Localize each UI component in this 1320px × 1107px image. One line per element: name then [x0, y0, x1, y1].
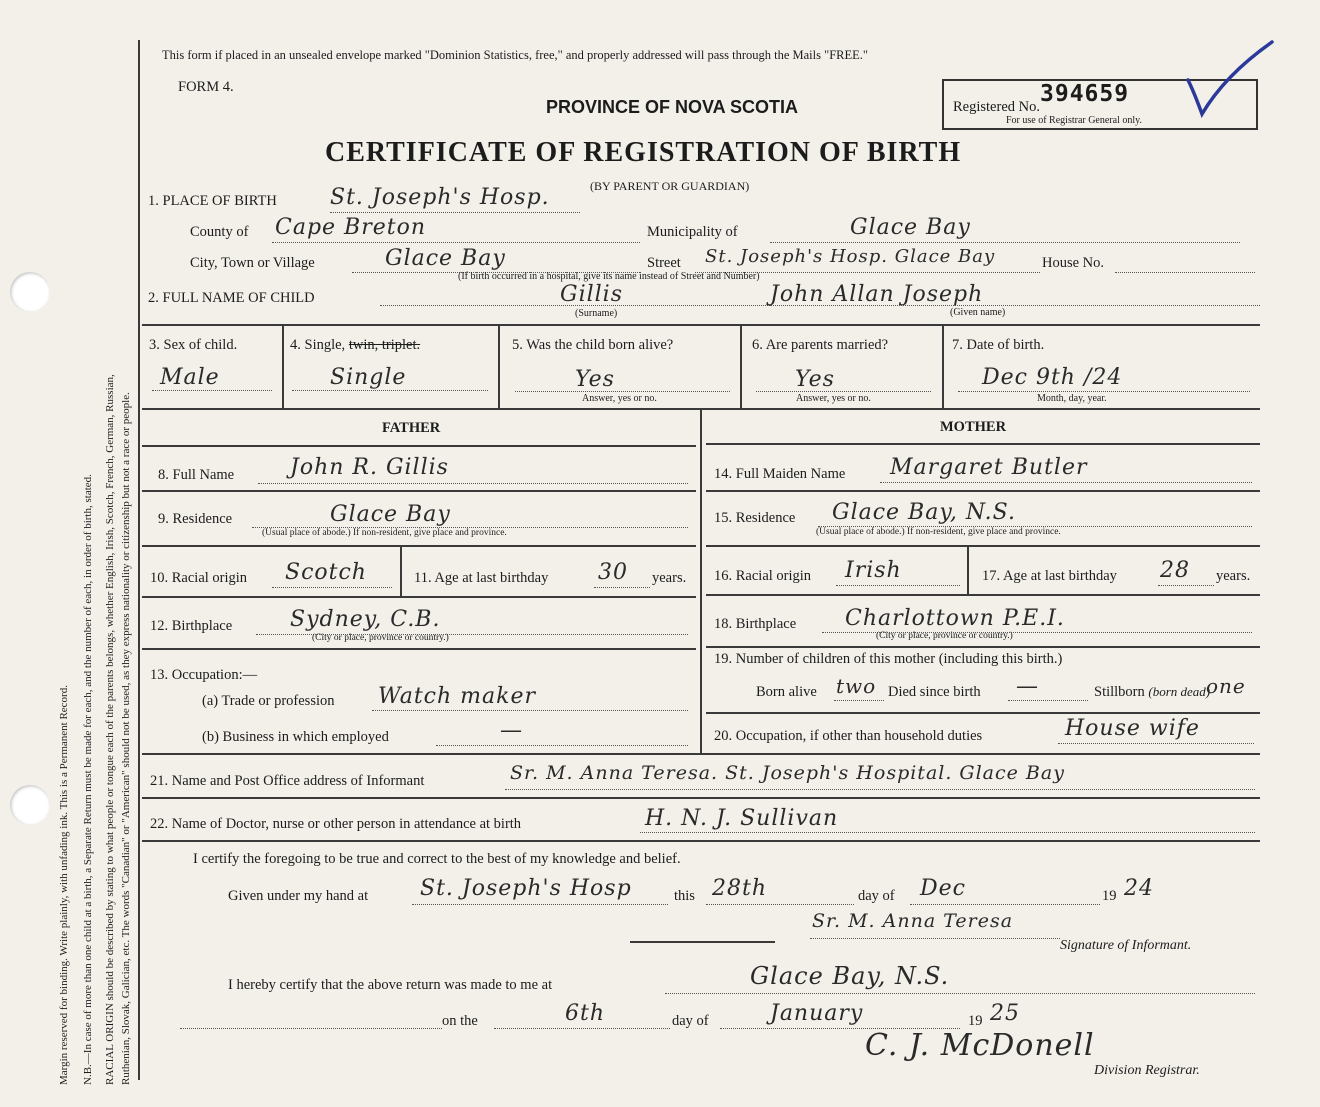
mother-residence-label: 15. Residence	[714, 510, 796, 526]
mother-occupation-label: 20. Occupation, if other than household duties	[714, 728, 983, 744]
born-alive-label: 5. Was the child born alive?	[512, 337, 674, 353]
father-racial-value: Scotch	[285, 560, 367, 585]
child-given-name-value: John Allan Joseph	[770, 282, 984, 307]
on-the-label: on the	[442, 1013, 478, 1029]
mail-notice: This form if placed in an unsealed envelope marked "Dominion Statistics, free," and properly addressed will pass through the Mails "FREE."	[162, 48, 869, 62]
died-since-birth-label: Died since birth	[888, 684, 981, 700]
father-birthplace-value: Sydney, C.B.	[290, 607, 441, 632]
mother-residence-value: Glace Bay, N.S.	[832, 500, 1016, 525]
return-made-label: I hereby certify that the above return was made to me at	[228, 977, 553, 993]
margin-note-3: RACIAL ORIGIN should be described by stating to what people or tongue each of the parents belongs, whether English, Irish, Scotch, French, German, Russian,	[104, 374, 116, 1085]
stillborn-note: (born dead)	[1148, 684, 1211, 699]
father-birthplace-note: (City or place, province or country.)	[312, 633, 449, 643]
margin-note-1: Margin reserved for binding. Write plainly, with unfading ink. This is a Permanent Record.	[58, 685, 70, 1085]
margin-note-4: Ruthenian, Slovak, Galician, etc. The words "Canadian" or "American" should not be used, as they express nationality or citizenship but not a race or people.	[120, 392, 132, 1085]
city-label: City, Town or Village	[190, 255, 315, 271]
mother-residence-note: (Usual place of abode.) If non-resident, give place and province.	[816, 527, 1061, 537]
father-heading: FATHER	[382, 420, 441, 436]
father-name-value: John R. Gillis	[290, 455, 449, 480]
mother-age-years: years.	[1216, 568, 1251, 584]
child-name-label: 2. FULL NAME OF CHILD	[148, 290, 315, 306]
mother-birthplace-value: Charlottown P.E.I.	[845, 606, 1065, 631]
place-of-birth-value: St. Joseph's Hosp.	[330, 185, 550, 210]
born-alive-count-value: two	[836, 674, 877, 698]
given-year-value: 24	[1124, 876, 1154, 901]
municipality-label: Municipality of	[647, 224, 738, 240]
city-value: Glace Bay	[385, 246, 506, 271]
date-of-birth-note: Month, day, year.	[1037, 393, 1107, 404]
division-registrar-label: Division Registrar.	[1094, 1063, 1200, 1078]
form-number: FORM 4.	[178, 79, 234, 95]
surname-caption: (Surname)	[575, 308, 618, 319]
signature-of-informant-label: Signature of Informant.	[1060, 938, 1192, 953]
return-day-of-label: day of	[672, 1013, 709, 1029]
mother-racial-label: 16. Racial origin	[714, 568, 812, 584]
given-month-value: Dec	[920, 876, 966, 901]
date-of-birth-label: 7. Date of birth.	[952, 337, 1045, 353]
mother-children-label: 19. Number of children of this mother (including this birth.)	[714, 651, 1063, 667]
this-label: this	[674, 888, 695, 904]
margin-note-2: N.B.—In case of more than one child at a birth, a Separate Return must be made for each, and the number of each, in order of birth, stated.	[82, 474, 94, 1085]
stillborn-label	[1094, 684, 1210, 701]
sex-value: Male	[160, 365, 220, 390]
mother-heading: MOTHER	[940, 419, 1007, 435]
given-under-hand-label: Given under my hand at	[228, 888, 369, 904]
county-label: County of	[190, 224, 249, 240]
father-age-years: years.	[652, 570, 687, 586]
certificate-title: CERTIFICATE OF REGISTRATION OF BIRTH	[325, 137, 962, 168]
father-trade-value: Watch maker	[378, 684, 536, 709]
doctor-value: H. N. J. Sullivan	[645, 806, 839, 831]
stillborn-label-text: Stillborn	[1094, 684, 1145, 700]
father-age-value: 30	[598, 560, 628, 585]
father-residence-label: 9. Residence	[158, 511, 233, 527]
certificate-subtitle: (BY PARENT OR GUARDIAN)	[590, 179, 750, 193]
given-year-prefix: 19	[1102, 888, 1117, 904]
informant-value: Sr. M. Anna Teresa. St. Joseph's Hospital. Glace Bay	[510, 762, 1065, 784]
binding-margin-line	[138, 40, 140, 1080]
registrar-signature: C. J. McDonell	[865, 1028, 1095, 1063]
street-label: Street	[647, 255, 681, 271]
father-business-value: —	[500, 718, 523, 743]
house-number-label: House No.	[1042, 255, 1105, 271]
registered-label: Registered No.	[953, 99, 1040, 115]
certification-statement: I certify the foregoing to be true and correct to the best of my knowledge and belief.	[193, 851, 681, 867]
single-label	[290, 337, 420, 354]
date-of-birth-value: Dec 9th /24	[982, 365, 1123, 390]
county-value: Cape Breton	[275, 215, 427, 240]
place-of-birth-label: 1. PLACE OF BIRTH	[148, 193, 277, 209]
municipality-value: Glace Bay	[850, 215, 971, 240]
born-alive-answer-note: Answer, yes or no.	[582, 393, 657, 404]
mother-name-label: 14. Full Maiden Name	[714, 466, 846, 482]
return-day-value: 6th	[565, 1001, 606, 1026]
twin-triplet-struck: twin, triplet.	[348, 337, 421, 353]
mother-birthplace-label: 18. Birthplace	[714, 616, 797, 632]
given-day-value: 28th	[712, 876, 768, 901]
check-mark-icon	[1180, 30, 1300, 130]
given-day-of-label: day of	[858, 888, 895, 904]
single-label-text: 4. Single,	[290, 337, 346, 353]
father-residence-note: (Usual place of abode.) If non-resident, give place and province.	[262, 528, 507, 538]
died-since-birth-value: —	[1016, 674, 1039, 699]
province-heading: PROVINCE OF NOVA SCOTIA	[546, 97, 799, 117]
mother-birthplace-note: (City or place, province or country.)	[876, 631, 1013, 641]
father-trade-label: (a) Trade or profession	[202, 693, 335, 709]
registered-number: 394659	[1040, 81, 1130, 107]
parents-married-label: 6. Are parents married?	[752, 337, 889, 353]
child-surname-value: Gillis	[560, 282, 624, 307]
binding-hole-top	[10, 272, 50, 312]
born-alive-count-label: Born alive	[756, 684, 817, 700]
father-occupation-label: 13. Occupation:—	[150, 667, 258, 683]
father-age-label: 11. Age at last birthday	[414, 570, 549, 586]
mother-racial-value: Irish	[845, 558, 902, 583]
sex-label: 3. Sex of child.	[149, 337, 238, 353]
return-year-prefix: 19	[968, 1013, 983, 1029]
doctor-label: 22. Name of Doctor, nurse or other person in attendance at birth	[150, 816, 522, 832]
mother-occupation-value: House wife	[1065, 716, 1200, 741]
registrar-general-note: For use of Registrar General only.	[1006, 115, 1142, 126]
binding-hole-bottom	[10, 785, 50, 825]
mother-name-value: Margaret Butler	[890, 455, 1088, 480]
informant-label: 21. Name and Post Office address of Informant	[150, 773, 425, 789]
return-month-value: January	[770, 1001, 864, 1026]
born-alive-value: Yes	[575, 367, 615, 392]
hospital-note: (If birth occurred in a hospital, give its name instead of Street and Number)	[458, 271, 760, 282]
return-year-value: 25	[990, 1001, 1020, 1026]
father-residence-value: Glace Bay	[330, 502, 451, 527]
informant-signature: Sr. M. Anna Teresa	[812, 910, 1014, 932]
given-name-caption: (Given name)	[950, 307, 1006, 318]
mother-age-label: 17. Age at last birthday	[982, 568, 1117, 584]
mother-age-value: 28	[1160, 558, 1190, 583]
stillborn-value: one	[1206, 674, 1246, 698]
father-racial-label: 10. Racial origin	[150, 570, 248, 586]
given-place-value: St. Joseph's Hosp	[420, 876, 632, 901]
parents-married-answer-note: Answer, yes or no.	[796, 393, 871, 404]
parents-married-value: Yes	[795, 367, 835, 392]
father-business-label: (b) Business in which employed	[202, 729, 389, 745]
single-value: Single	[330, 365, 407, 390]
father-name-label: 8. Full Name	[158, 467, 235, 483]
street-value: St. Joseph's Hosp. Glace Bay	[705, 246, 996, 267]
father-birthplace-label: 12. Birthplace	[150, 618, 233, 634]
return-place-value: Glace Bay, N.S.	[750, 962, 950, 990]
